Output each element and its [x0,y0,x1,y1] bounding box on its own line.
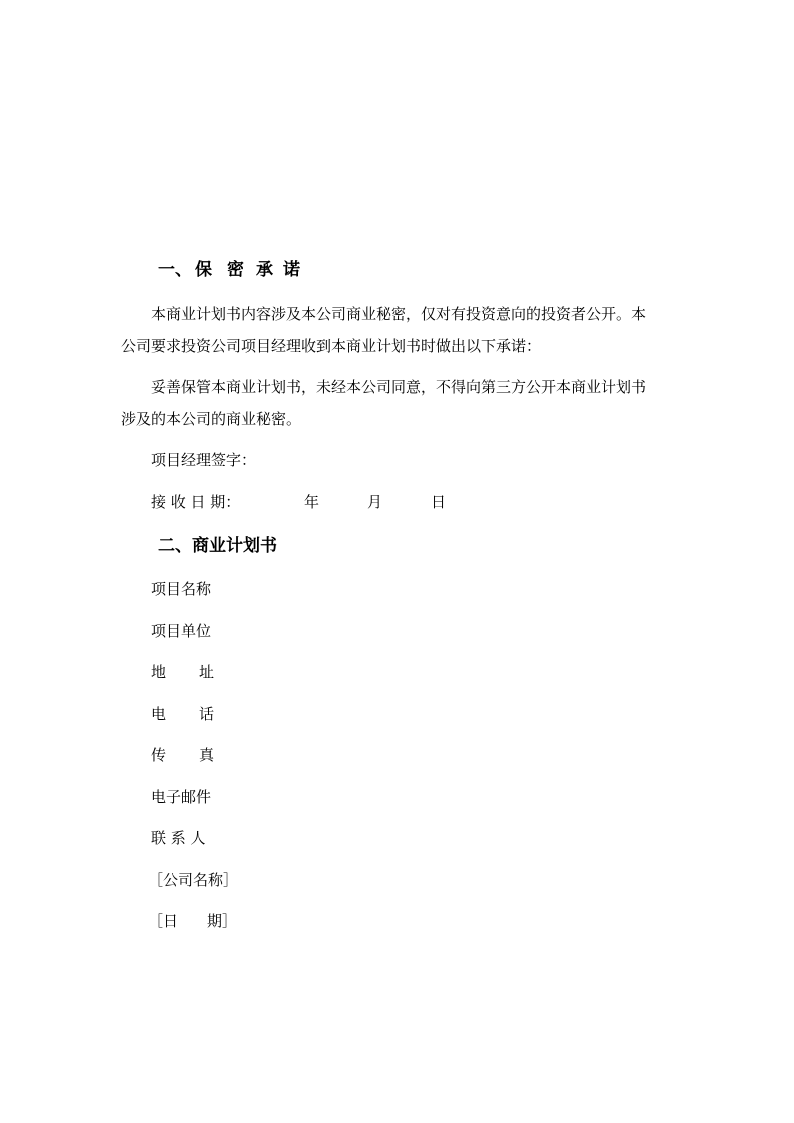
section2-heading: 二、商业计划书 [158,536,277,556]
field-fax-char: 传 [151,746,167,764]
signature-label: 项目经理签字： [151,451,257,469]
receipt-date-label: 接 收 日 期： [151,493,241,511]
date-year-label: 年 [304,493,320,511]
field-project-name: 项目名称 [151,580,212,598]
field-address-char: 址 [199,663,215,681]
section1-heading-char: 密 [227,260,244,280]
paragraph-confidentiality-line1: 本商业计划书内容涉及本公司商业秘密，仅对有投资意向的投资者公开。本 [151,305,647,323]
field-date-close: 期］ [207,912,238,930]
field-phone-char: 电 [151,705,167,723]
field-contact: 联 系 人 [151,829,206,847]
paragraph-commitment-line1: 妥善保管本商业计划书，未经本公司同意，不得向第三方公开本商业计划书 [151,378,647,396]
date-day-label: 日 [431,493,447,511]
field-company-name: ［公司名称］ [148,871,239,889]
field-date-open: ［日 [148,912,179,930]
section1-heading-number: 一、 [158,260,192,280]
paragraph-confidentiality-line2: 公司要求投资公司项目经理收到本商业计划书时做出以下承诺： [121,337,542,355]
date-month-label: 月 [367,493,383,511]
field-email: 电子邮件 [151,788,212,806]
field-project-unit: 项目单位 [151,622,212,640]
field-fax-char: 真 [199,746,215,764]
paragraph-commitment-line2: 涉及的本公司的商业秘密。 [121,410,302,428]
section1-heading-char: 保 [195,260,212,280]
field-address-char: 地 [151,663,167,681]
section1-heading-char: 承 [256,260,273,280]
section1-heading-char: 诺 [283,260,300,280]
field-phone-char: 话 [199,705,215,723]
